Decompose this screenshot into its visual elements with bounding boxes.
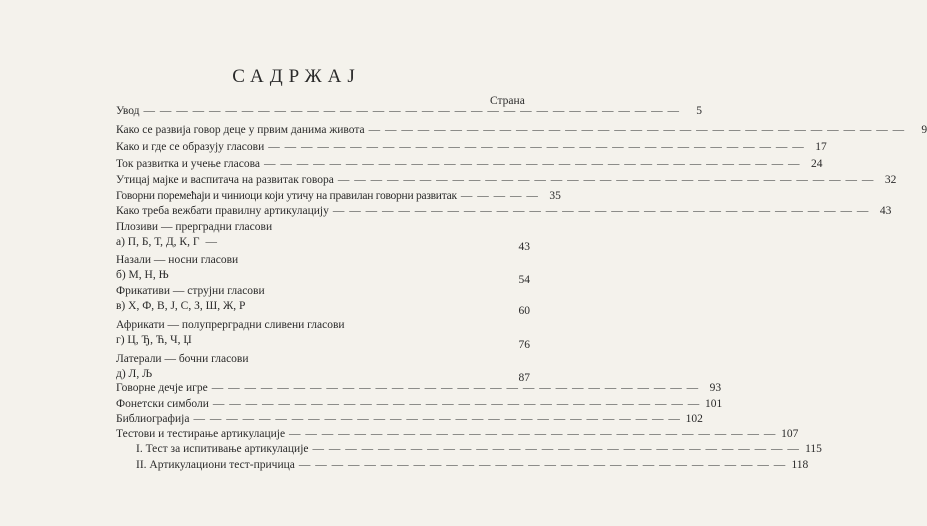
toc-entry xyxy=(116,140,827,154)
toc-entry-page: 107 xyxy=(781,428,799,440)
toc-entry-page: 101 xyxy=(704,398,723,410)
toc-entry xyxy=(116,268,530,286)
toc-entry-page: 43 xyxy=(518,241,530,253)
toc-entry xyxy=(136,442,822,456)
toc-entry-page: 54 xyxy=(518,274,530,286)
toc-entry-label: Увод xyxy=(116,105,140,117)
toc-entry xyxy=(116,333,530,351)
leader-dashes: — xyxy=(205,236,219,248)
toc-entry-label: Ток развитка и учење гласова xyxy=(116,158,260,170)
toc-entry-label: Како се развија говор деце у првим данима живота xyxy=(116,124,365,136)
toc-entry-label: в) Х, Ф, В, Ј, С, З, Ш, Ж, Р xyxy=(116,300,246,312)
toc-entry-page: 5 xyxy=(696,105,702,117)
toc-entry-page: 60 xyxy=(518,305,530,317)
toc-entry-label: Говорне дечје игре xyxy=(116,382,208,394)
leader-dashes: — — — — — — — — — — — — — — — — — — — — — — — — — — — — — — xyxy=(312,443,800,455)
toc-entry xyxy=(116,189,561,203)
leader-dashes: — — — — — — — — — — — — — — — — — — — — — — — — — — — — — — — — — xyxy=(332,205,870,217)
toc-entry-page: 87 xyxy=(518,372,530,384)
leader-dashes: — — — — — — — — — — — — — — — — — — — — — — — — — — — — — — — — — xyxy=(263,158,801,170)
toc-entry-page: 102 xyxy=(685,413,703,425)
leader-dashes: — — — — — — — — — — — — — — — — — — — — — — — — — — — — — — xyxy=(193,413,681,425)
toc-entry xyxy=(116,299,530,317)
toc-entry-page: 9 xyxy=(921,124,927,136)
toc-entry-label: г) Ц, Ђ, Ћ, Ч, Џ xyxy=(116,334,192,346)
toc-section-heading: Латерали — бочни гласови xyxy=(116,353,249,365)
toc-entry xyxy=(116,412,703,426)
toc-entry xyxy=(116,367,530,384)
toc-entry-page: 118 xyxy=(791,459,809,471)
toc-entry-label: а) П, Б, Т, Д, К, Г xyxy=(116,236,200,248)
toc-section-heading: Назали — носни гласови xyxy=(116,254,239,266)
leader-dashes: — — — — — — — — — — — — — — — — — — — — — — — — — — — — — — xyxy=(211,382,700,394)
page-title: САДРЖАЈ xyxy=(232,66,361,87)
toc-section-heading: Фрикативи — струјни гласови xyxy=(116,285,265,297)
toc-section-heading: Плозиви — прерградни гласови xyxy=(116,221,273,233)
leader-dashes: — — — — — — — — — — — — — — — — — — — — — — — — — — — — — — — — — xyxy=(268,141,805,153)
toc-entry xyxy=(116,235,530,253)
toc-entry-intro xyxy=(116,104,702,118)
toc-entry xyxy=(116,427,799,441)
column-header: Страна xyxy=(490,95,525,107)
toc-entry-page: 93 xyxy=(709,382,722,394)
leader-dashes: — — — — — — — — — — — — — — — — — — — — — — — — — — — — — — xyxy=(298,459,787,471)
toc-entry-page: 35 xyxy=(549,190,561,202)
leader-dashes: — — — — — — — — — — — — — — — — — — — — — — — — — — — — — — — — — xyxy=(143,105,680,117)
toc-entry-label: Како треба вежбати правилну артикулацију xyxy=(116,205,329,217)
toc-section-heading: Африкати — полупрерградни сливени гласови xyxy=(116,319,345,331)
toc-entry xyxy=(116,123,927,137)
toc-entry-label: Како и где се образују гласови xyxy=(116,141,265,153)
leader-dashes: — — — — — — — — — — — — — — — — — — — — — — — — — — — — — — — — — xyxy=(337,174,875,186)
toc-entry-label: Тестови и тестирање артикулације xyxy=(116,428,286,440)
leader-dashes: — — — — — — — — — — — — — — — — — — — — — — — — — — — — — — xyxy=(212,398,701,410)
toc-entry-label: д) Л, Љ xyxy=(116,368,153,380)
toc-entry-page: 43 xyxy=(879,205,892,217)
toc-entry-page: 32 xyxy=(884,174,897,186)
toc-entry xyxy=(116,157,823,171)
leader-dashes: — — — — — xyxy=(460,190,539,202)
toc-entry xyxy=(116,173,897,187)
toc-entry xyxy=(116,397,723,411)
toc-entry-label: Фонетски симболи xyxy=(116,398,209,410)
toc-entry-page: 24 xyxy=(810,158,823,170)
toc-entry-label: Библиографија xyxy=(116,413,190,425)
toc-entry xyxy=(116,381,722,395)
toc-entry-label: б) М, Н, Њ xyxy=(116,269,169,281)
toc-entry xyxy=(136,458,809,472)
toc-entry-page: 17 xyxy=(815,141,827,153)
toc-entry-label: Говорни поремећаји и чиниоци који утичу на правилан говорни развитак xyxy=(116,190,457,202)
leader-dashes: — — — — — — — — — — — — — — — — — — — — — — — — — — — — — — xyxy=(289,428,777,440)
toc-entry xyxy=(116,204,892,218)
toc-entry-page: 115 xyxy=(805,443,822,455)
toc-entry-label: II. Артикулациони тест-причица xyxy=(136,459,295,471)
toc-entry-label: I. Тест за испитивање артикулације xyxy=(136,443,309,455)
toc-entry-page: 76 xyxy=(518,339,530,351)
toc-entry-label: Утицај мајке и васпитача на развитак говора xyxy=(116,174,334,186)
leader-dashes: — — — — — — — — — — — — — — — — — — — — — — — — — — — — — — — — — xyxy=(368,124,906,136)
